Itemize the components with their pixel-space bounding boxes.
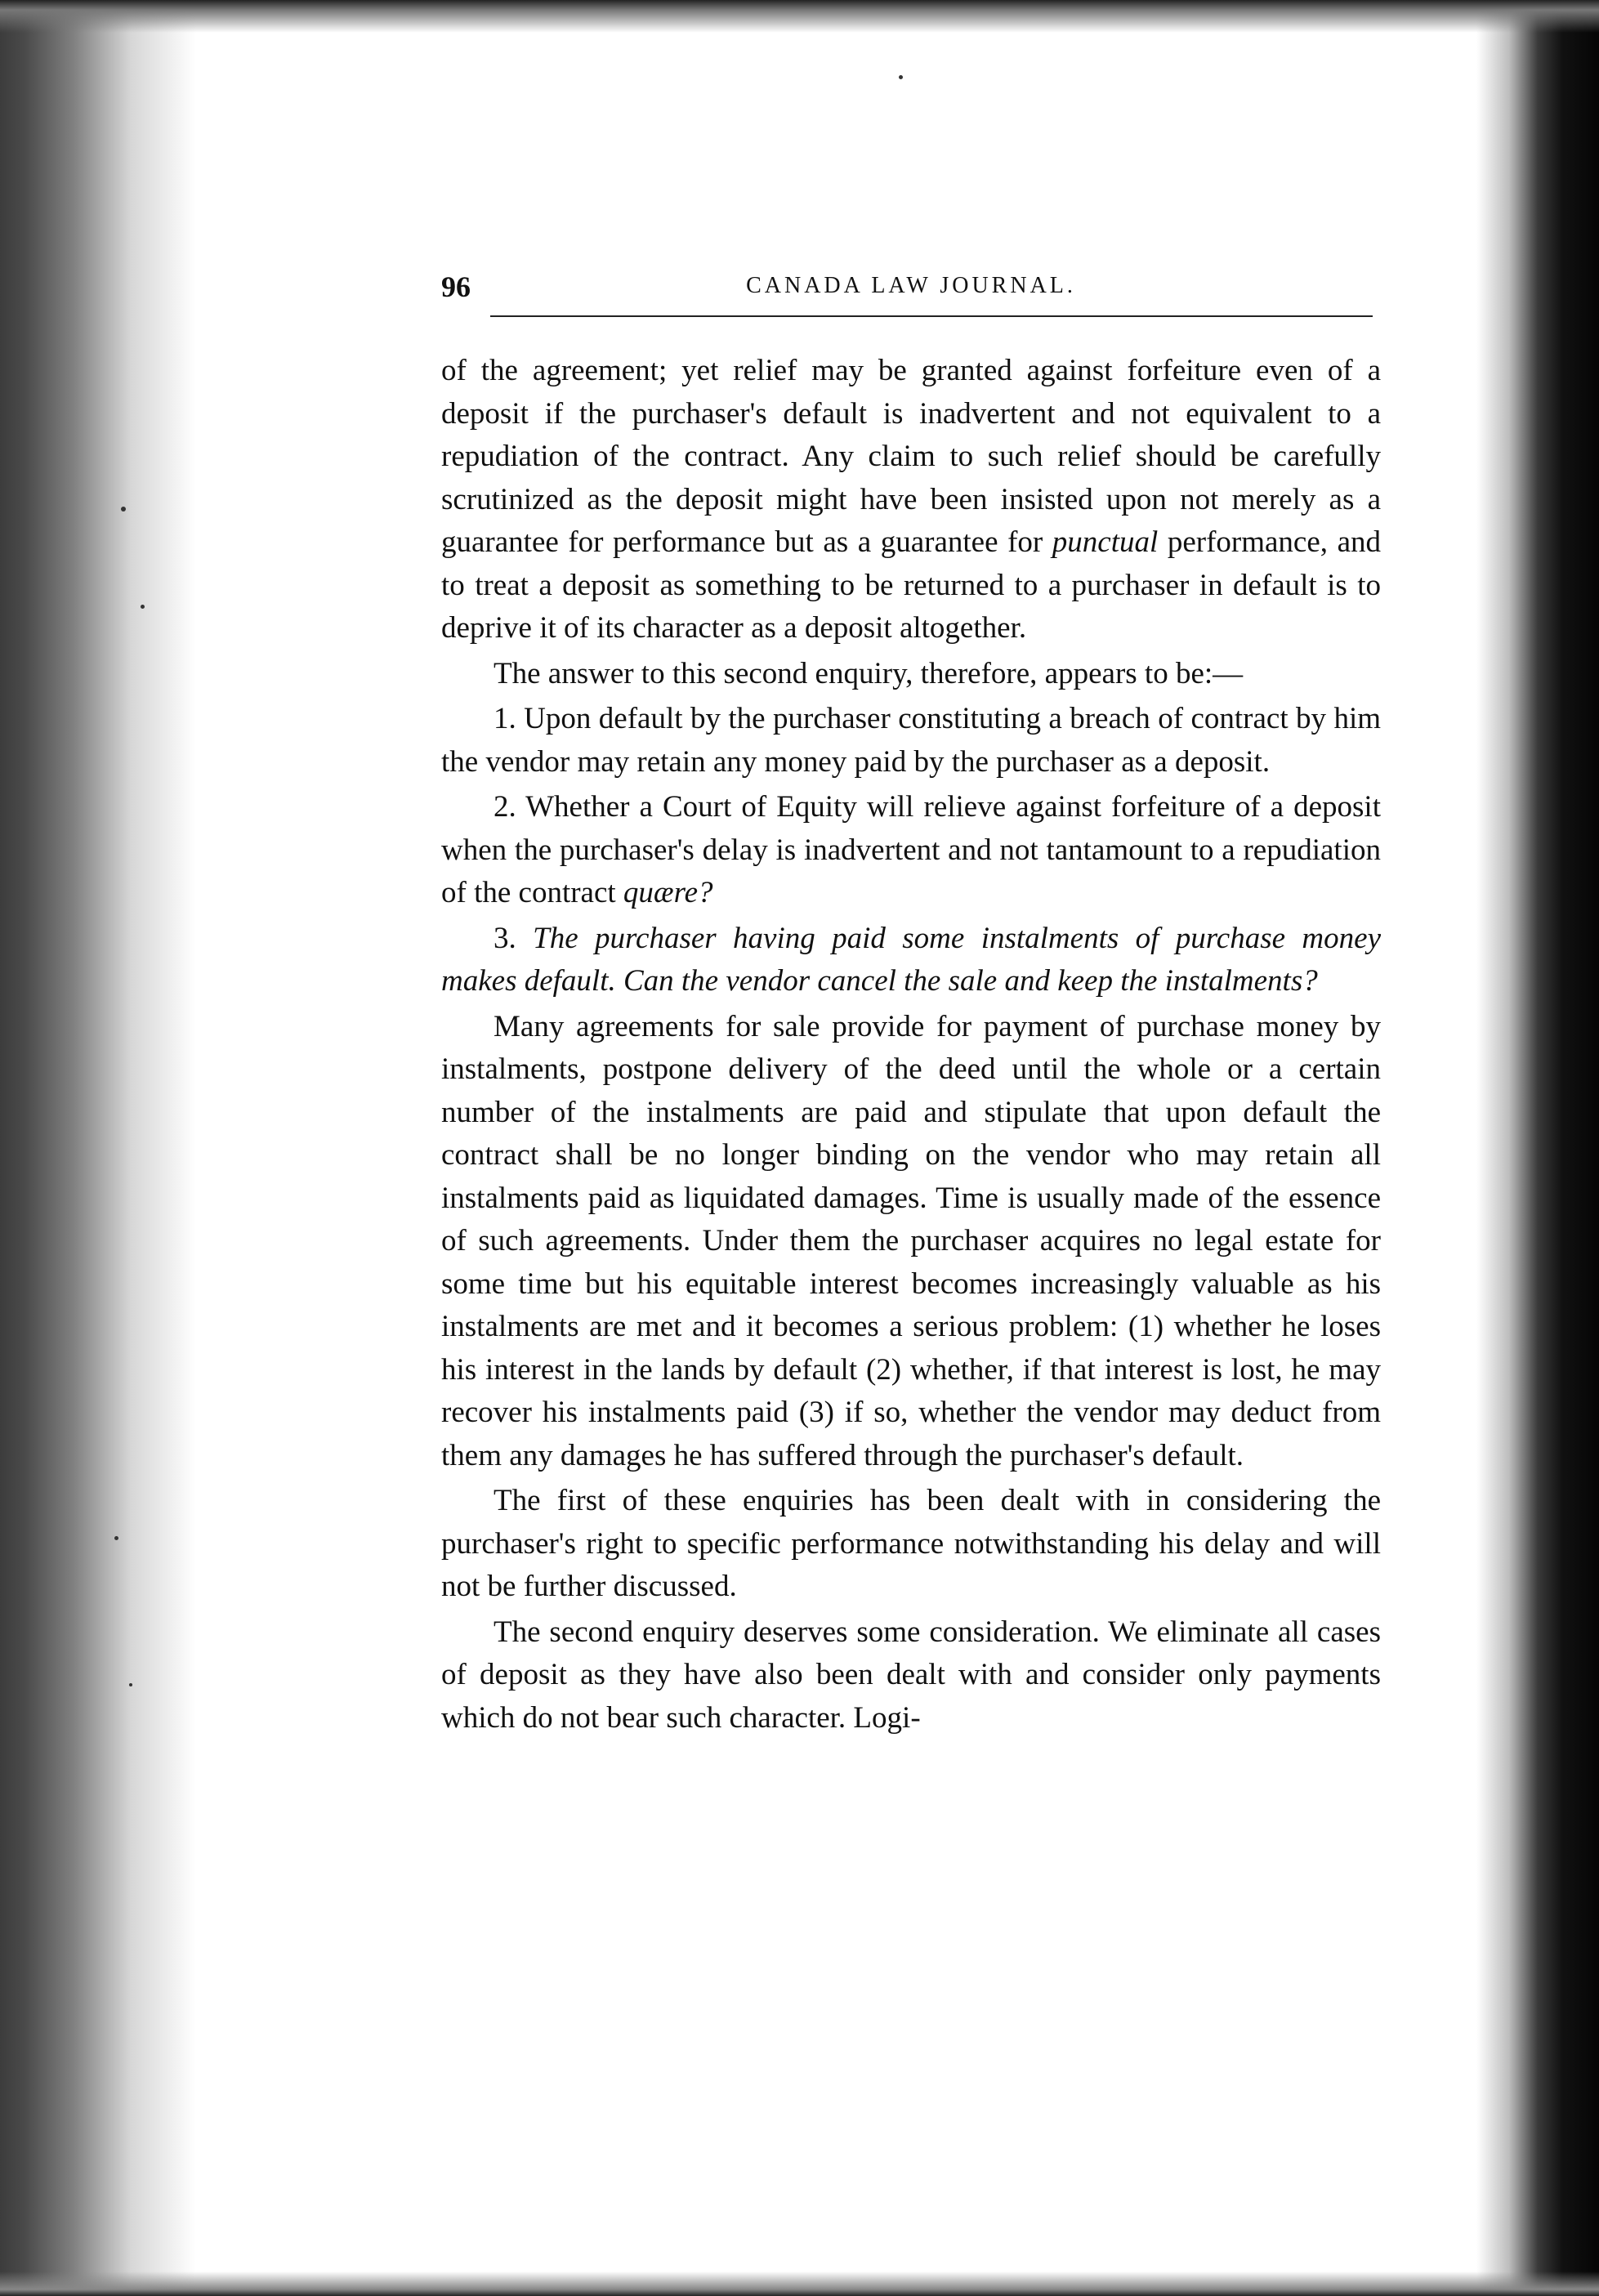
scan-speck [121, 507, 126, 511]
paragraph-answer-intro: The answer to this second enquiry, therefore, appears to be:— [494, 656, 1244, 690]
scan-bottom-edge [0, 2271, 1599, 2296]
italic-term: quære? [623, 876, 713, 909]
paragraph-first-enquiry: The first of these enquiries has been dealt with in considering the purchaser's right to specific performance notwithstanding his delay and will not be further discussed. [441, 1484, 1381, 1603]
paragraph-text: performance, and to treat a deposit as something to be returned to a purchaser in default is to deprive it of its character as a deposit altogether. [441, 525, 1382, 645]
paragraph-text: 2. Whether a Court of Equity will relieve against forfeiture of a deposit when the purchaser's delay is inadvertent and not tantamount to a repudiation of the contract [441, 790, 1381, 909]
paragraph-question-3 [441, 918, 1381, 1003]
question-text: The purchaser having paid some instalments of purchase money makes default. Can the vendor cancel the sale and keep the instalments? [441, 921, 1381, 998]
scan-left-edge [0, 0, 196, 2296]
scan-speck [141, 605, 145, 609]
paragraph-point-1: 1. Upon default by the purchaser constituting a breach of contract by him the vendor may retain any money paid by the purchaser as a deposit. [441, 702, 1381, 779]
paragraph-instalments: Many agreements for sale provide for payment of purchase money by instalments, postpone delivery of the deed until the whole or a certain number of the instalments are paid and stipulate that upon default the contract shall be no longer binding on the vendor who may retain all instalments paid as liquidated damages. Time is usually made of the essence of such agreements. Under them the purchaser acquires no legal estate for some time but his equitable interest becomes increasingly valuable as his instalments are met and it becomes a serious problem: (1) whether he loses his interest in the lands by default (2) whether, if that interest is lost, he may recover his instalments paid (3) if so, whether the vendor may deduct from them any damages he has suffered through the purchaser's default. [441, 1009, 1381, 1472]
scan-speck [899, 75, 903, 79]
question-number: 3. [494, 921, 534, 955]
page-number: 96 [441, 270, 471, 303]
scan-right-edge [1476, 0, 1599, 2296]
running-head [441, 270, 1381, 315]
scan-speck [129, 1683, 132, 1686]
journal-title: CANADA LAW JOURNAL. [746, 273, 1076, 298]
paragraph-text: of the agreement; yet relief may be granted against forfeiture even of a deposit if the purchaser's default is inadvertent and not equivalent to a repudiation of the contract. Any claim to such relief should be carefully scrutinized as the deposit might have been insisted upon not merely as a guarantee for performance but as a guarantee for [441, 354, 1381, 559]
paragraph-second-enquiry: The second enquiry deserves some consideration. We eliminate all cases of deposit as they have also been dealt with and consider only payments which do not bear such character. Logi- [441, 1615, 1381, 1735]
journal-page [441, 270, 1381, 1742]
paragraph-continuation [441, 350, 1381, 650]
scan-top-edge [0, 0, 1599, 33]
paragraph-point-2 [441, 786, 1381, 915]
header-rule [490, 315, 1373, 317]
italic-term: punctual [1052, 525, 1159, 559]
scan-speck [114, 1536, 118, 1540]
